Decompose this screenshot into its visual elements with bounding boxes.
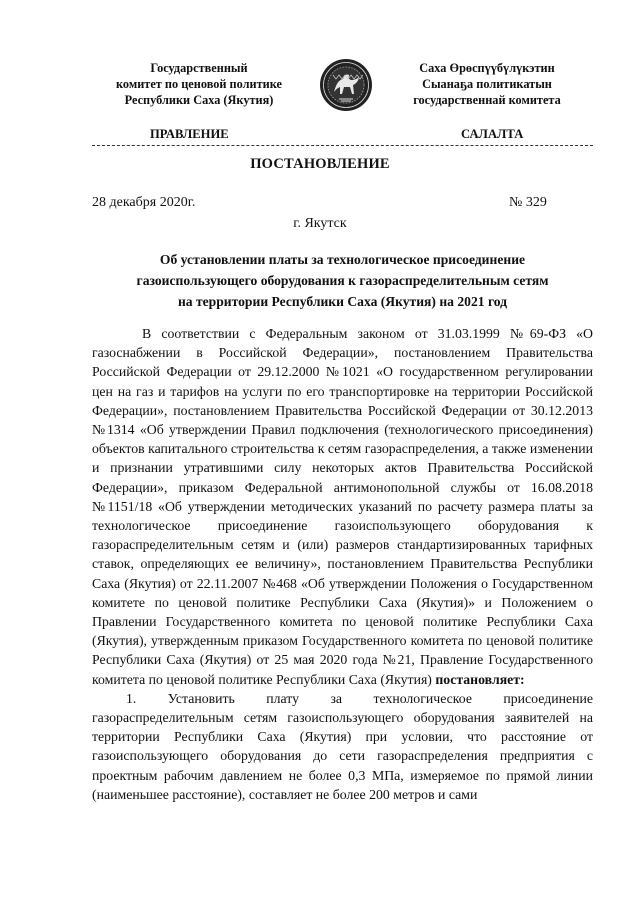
- header-left-subtitle: ПРАВЛЕНИЕ: [150, 127, 229, 141]
- header-left-org-name: [84, 60, 314, 108]
- header-right-line: Саха Өрөспүүбүлүкэтин: [419, 61, 555, 75]
- resolves-keyword: постановляет:: [435, 671, 525, 687]
- title-line: газоиспользующего оборудования к газораспределительным сетям: [136, 273, 549, 288]
- document-body: [92, 324, 593, 804]
- header-right-line: государственнай комитета: [413, 93, 561, 107]
- title-line: Об установлении платы за технологическое присоединение: [159, 252, 526, 267]
- preamble-text: В соответствии с Федеральным законом от 31.03.1999 №69-ФЗ «О газоснабжении в Российской Федерации», постановлением Правительства Российской Федерации от 29.12.2000 №1021 «О государственном регулировании цен на газ и тарифов на услуги по его транспортировке на территории Российской Федерации», постановлением Правительства Российской Федерации от 30.12.2013 №1314 «Об утверждении Правил подключения (технологического присоединения) объектов капитального строительства к сетям газораспределения, а также изменении и признании утратившими силу некоторых актов Правительства Российской Федерации», приказом Федеральной антимонопольной службы от 16.08.2018 №1151/18 «Об утверждении методических указаний по расчету размера платы за технологическое присоединение газоиспользующего оборудования к газораспределительным сетям и (или) размеров стандартизированных тарифных ставок, определяющих ее величину», постановлением Правительства Республики Саха (Якутия) от 22.11.2007 №468 «Об утверждении Положения о Государственном комитете по ценовой политике Республики Саха (Якутия)» и Положением о Правлении Государственного комитета по ценовой политике Республики Саха (Якутия), утвержденным приказом Государственного комитета по ценовой политике Республики Саха (Якутия) от 25 мая 2020 года №21, Правление Государственного комитета по ценовой политике Республики Саха (Якутия): [92, 326, 593, 687]
- document-title: [92, 249, 593, 312]
- document-number: № 329: [509, 195, 547, 210]
- document-city: г. Якутск: [293, 216, 347, 231]
- item-1-text: Установить плату за технологическое присоединение газораспределительным сетям газоиспользующего оборудования заявителей на территории Республики Саха (Якутия) при условии, что расстояние от газоиспользующего оборудования до сети газораспределения предприятия с проектным рабочим давлением не более 0,3 МПа, измеряемое по прямой линии (наименьшее расстояние), составляет не более 200 метров и сами: [92, 690, 593, 802]
- header-right-subtitle: САЛАЛТА: [461, 127, 524, 141]
- preamble-paragraph: [92, 324, 593, 689]
- header-right-org-name: [372, 60, 602, 108]
- header-right-line: Сыанаҕа политикатын: [422, 77, 552, 91]
- document-type: ПОСТАНОВЛЕНИЕ: [250, 156, 390, 172]
- header-left-line: Государственный: [150, 61, 248, 75]
- header-left-line: комитет по ценовой политике: [116, 77, 282, 91]
- coat-of-arms-icon: [319, 58, 373, 112]
- item-1-paragraph: [92, 689, 593, 804]
- header-left-line: Республики Саха (Якутия): [124, 93, 274, 107]
- title-line: на территории Республики Саха (Якутия) на 2021 год: [177, 294, 508, 309]
- document-date: 28 декабря 2020г.: [92, 195, 196, 210]
- item-1-number: 1.: [126, 690, 137, 706]
- header-divider: [92, 145, 593, 146]
